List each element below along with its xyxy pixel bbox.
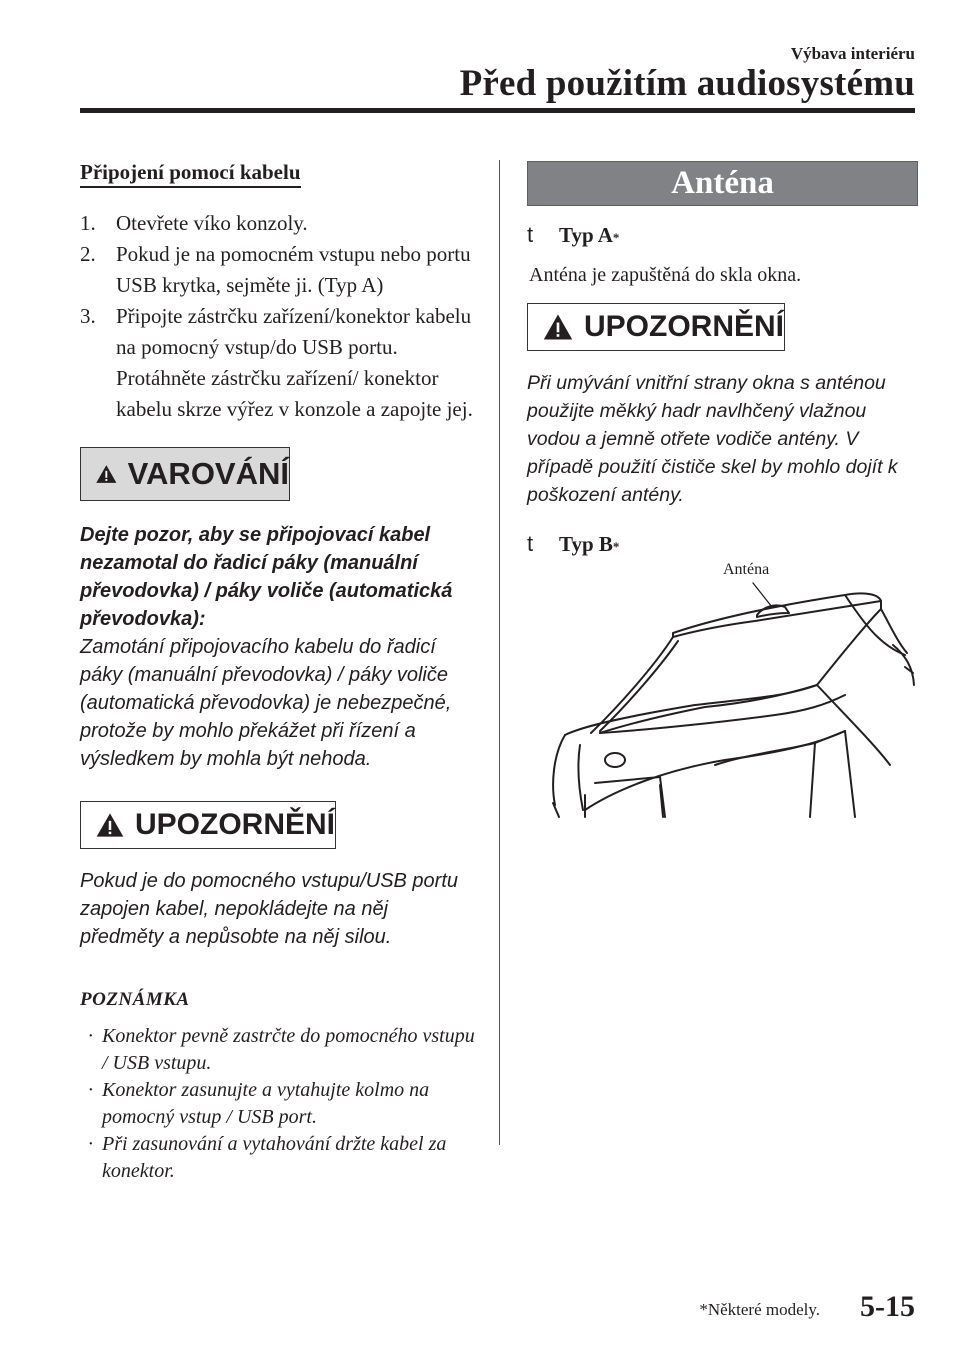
asterisk: *	[612, 539, 620, 554]
caution-text: Při umývání vnitřní strany okna s anténou použijte měkký hadr navlhčený vlažnou vodou a jemně otřete vodiče antény. V případě použití čističe skel by mohlo dojít k poškození antény.	[527, 372, 898, 506]
caution-label: UPOZORNĚNÍ	[134, 808, 335, 841]
header-rule	[80, 108, 915, 113]
note-item: · Konektor zasunujte a vytahujte kolmo na pomocný vstup / USB port.	[88, 1079, 430, 1128]
type-marker: t	[527, 222, 534, 247]
step-item	[80, 301, 485, 425]
steps-list	[80, 208, 485, 425]
rear-car-illustration	[545, 555, 915, 820]
note-block	[80, 989, 485, 1185]
warning-text: Zamotání připojovacího kabelu do řadicí páky (manuální převodovka) / páky voliče (automatická převodovka) je nebezpečné, protože by mohlo překážet při řízení a výsledkem by mohla být nehoda.	[80, 636, 452, 770]
step-number: 2.	[80, 242, 96, 266]
type-label: Typ A	[559, 223, 613, 247]
antenna-callout-label: Anténa	[723, 561, 770, 578]
warning-triangle-icon	[95, 458, 118, 490]
type-b-heading	[527, 531, 917, 557]
column-divider	[499, 160, 500, 1145]
subheading: Připojení pomocí kabelu	[80, 160, 301, 188]
warning-badge	[80, 447, 290, 501]
caution-block	[80, 801, 485, 951]
warning-bold-text: Dejte pozor, aby se připojovací kabel nezamotal do řadicí páky (manuální převodovka) / páky voliče (automatická převodovka):	[80, 524, 453, 630]
page-title: Před použitím audiosystému	[459, 63, 915, 104]
type-a-heading	[527, 222, 917, 248]
step-item	[80, 239, 485, 301]
step-text: Připojte zástrčku zařízení/konektor kabelu na pomocný vstup/do USB portu. Protáhněte zástrčku zařízení/ konektor kabelu skrze výřez v konzole a zapojte jej.	[116, 304, 473, 421]
step-number: 3.	[80, 304, 96, 328]
note-title: POZNÁMKA	[80, 989, 190, 1010]
step-item	[80, 208, 485, 239]
car-rear-drawing	[545, 555, 915, 820]
warning-triangle-icon	[95, 809, 125, 841]
right-caution-block	[527, 303, 917, 509]
step-number: 1.	[80, 211, 96, 235]
caution-badge	[527, 303, 785, 351]
bullet: ·	[88, 1079, 93, 1101]
type-marker: t	[527, 531, 534, 556]
type-label: Typ B	[559, 532, 613, 556]
warning-block	[80, 447, 485, 773]
note-list	[80, 1023, 485, 1185]
warning-triangle-icon	[542, 311, 574, 343]
left-column	[80, 160, 485, 1185]
caution-label: UPOZORNĚNÍ	[583, 310, 784, 343]
note-item: · Při zasunování a vytahování držte kabel za konektor.	[88, 1133, 447, 1182]
page-number: 5-15	[860, 1290, 915, 1323]
caution-badge	[80, 801, 336, 849]
note-item: · Konektor pevně zastrčte do pomocného vstupu / USB vstupu.	[88, 1025, 475, 1074]
section-banner: Anténa	[527, 161, 918, 206]
warning-label: VAROVÁNÍ	[127, 456, 289, 491]
type-a-text: Anténa je zapuštěná do skla okna.	[529, 264, 802, 286]
chapter-label: Výbava interiéru	[790, 44, 915, 63]
bullet: ·	[88, 1025, 93, 1047]
footnote: *Některé modely.	[699, 1300, 820, 1319]
step-text: Pokud je na pomocném vstupu nebo portu USB krytka, sejměte ji. (Typ A)	[116, 242, 471, 297]
caution-text: Pokud je do pomocného vstupu/USB portu zapojen kabel, nepokládejte na něj předměty a nepůsobte na něj silou.	[80, 870, 459, 948]
bullet: ·	[88, 1133, 93, 1155]
asterisk: *	[612, 230, 620, 245]
right-column	[527, 222, 917, 557]
step-text: Otevřete víko konzoly.	[116, 211, 308, 235]
